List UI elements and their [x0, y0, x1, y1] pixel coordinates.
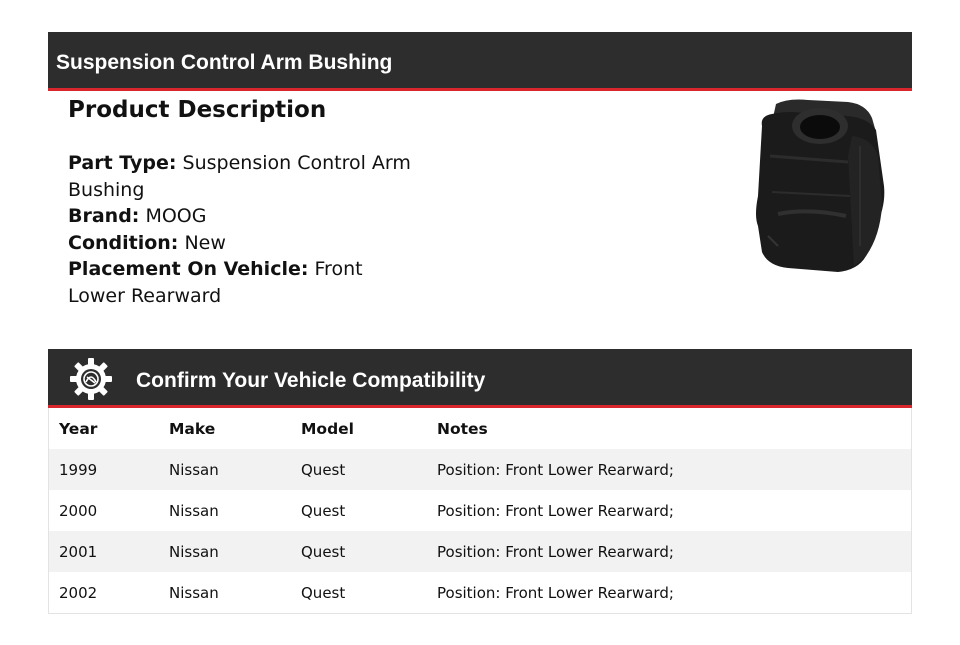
table-header-row	[49, 408, 911, 449]
cell-model: Quest	[301, 461, 346, 479]
page-title: Suspension Control Arm Bushing	[56, 51, 393, 74]
spec-list	[68, 150, 418, 309]
column-header-make: Make	[169, 420, 216, 438]
spec-label-placement: Placement On Vehicle:	[68, 258, 309, 280]
column-header-notes: Notes	[437, 420, 488, 438]
product-description-heading: Product Description	[68, 97, 327, 123]
cell-make: Nissan	[169, 584, 219, 602]
cell-notes: Position: Front Lower Rearward;	[437, 502, 674, 520]
cell-make: Nissan	[169, 543, 219, 561]
spec-value-placement: Front Lower Rearward	[68, 258, 363, 307]
spec-value-condition: New	[184, 231, 226, 254]
spec-value-brand: MOOG	[145, 205, 207, 227]
cell-year: 2000	[59, 502, 98, 520]
spec-label-part-type: Part Type:	[68, 152, 177, 174]
gear-icon	[69, 357, 113, 401]
table-row	[49, 490, 911, 531]
spec-label-condition: Condition:	[68, 231, 179, 254]
cell-make: Nissan	[169, 502, 219, 520]
spec-value-part-type: Suspension Control Arm Bushing	[68, 152, 411, 201]
cell-year: 2001	[59, 543, 98, 561]
column-header-model: Model	[301, 420, 354, 438]
spec-label-brand: Brand:	[68, 205, 140, 227]
cell-notes: Position: Front Lower Rearward;	[437, 584, 674, 602]
cell-model: Quest	[301, 584, 346, 602]
cell-make: Nissan	[169, 461, 219, 479]
cell-model: Quest	[301, 502, 346, 520]
title-bar	[48, 32, 912, 91]
cell-year: 2002	[59, 584, 98, 602]
column-header-year: Year	[59, 420, 98, 438]
table-row	[49, 449, 911, 490]
cell-year: 1999	[59, 461, 98, 479]
table-row	[49, 531, 911, 572]
cell-notes: Position: Front Lower Rearward;	[437, 461, 674, 479]
compatibility-table	[48, 408, 912, 614]
cell-notes: Position: Front Lower Rearward;	[437, 543, 674, 561]
compatibility-title: Confirm Your Vehicle Compatibility	[136, 369, 486, 392]
product-image	[748, 96, 888, 276]
cell-model: Quest	[301, 543, 346, 561]
compatibility-bar	[48, 349, 912, 408]
table-row	[49, 572, 911, 613]
